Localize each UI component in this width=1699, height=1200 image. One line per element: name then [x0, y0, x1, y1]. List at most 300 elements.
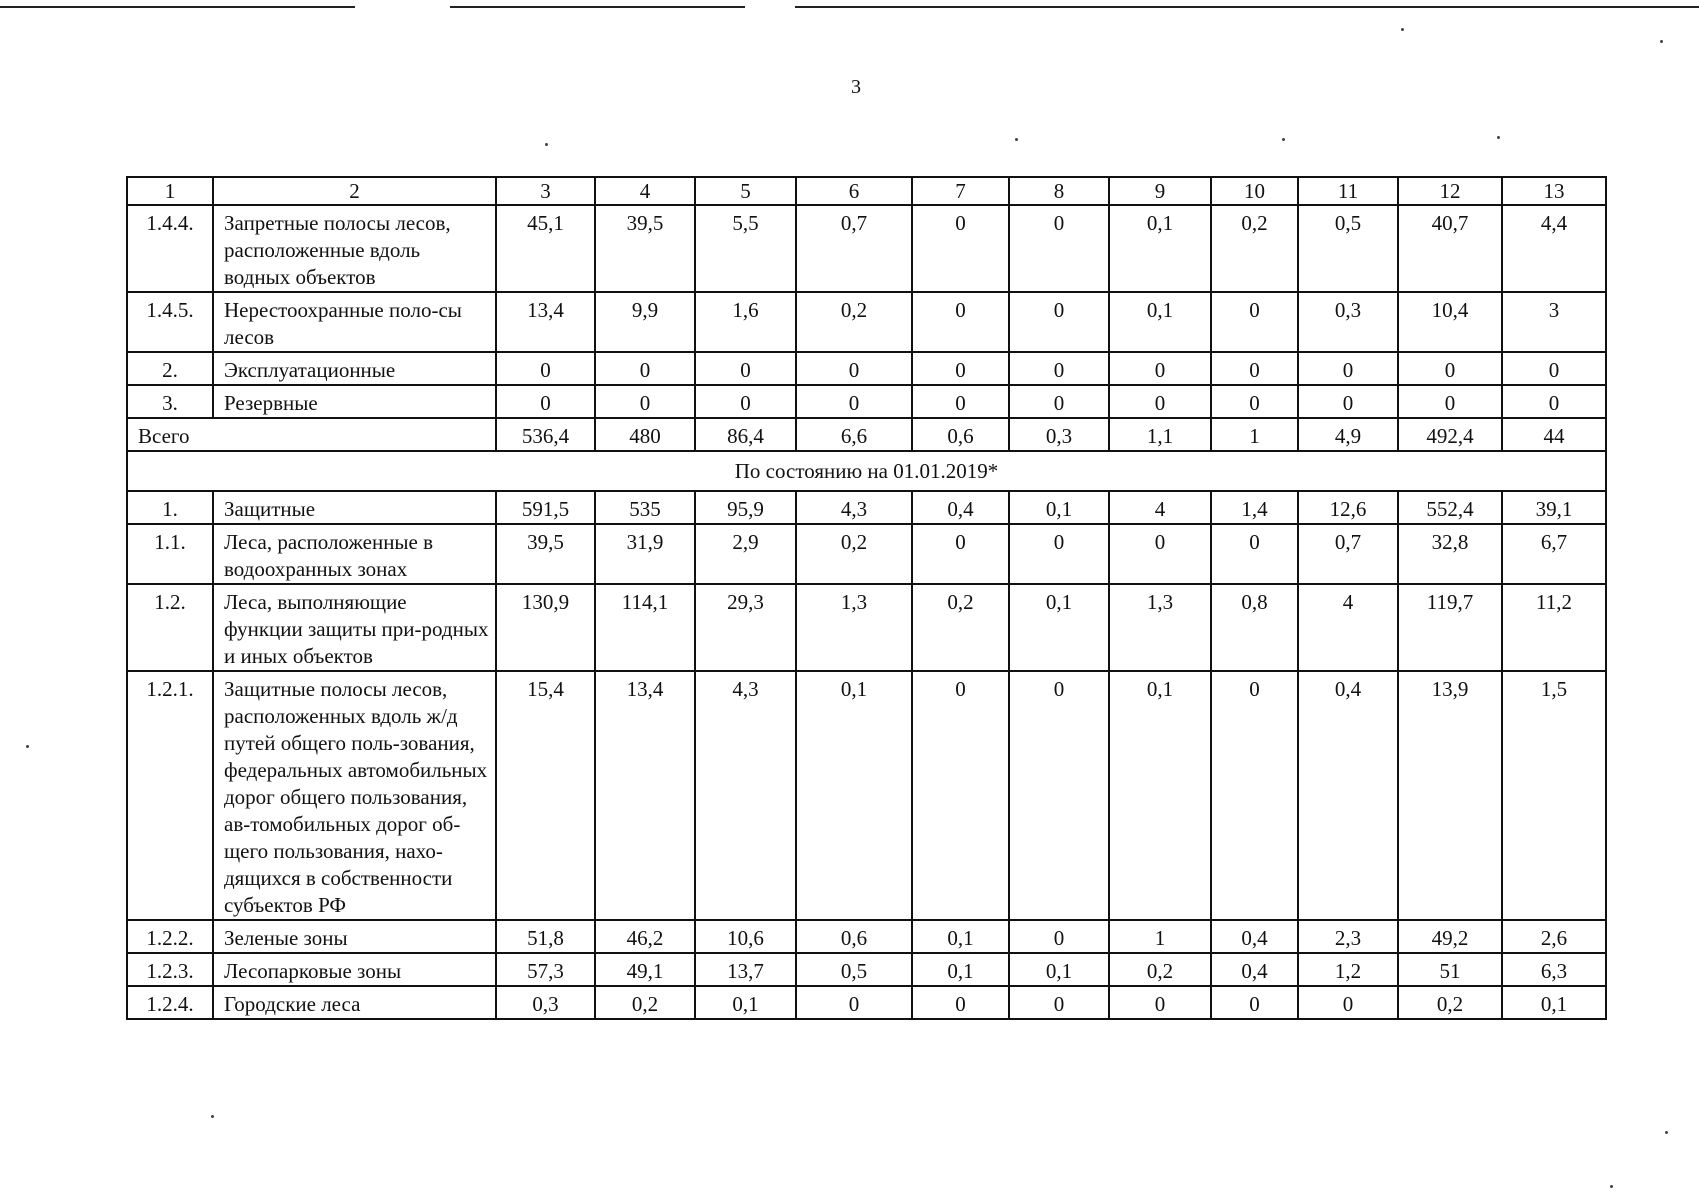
- scan-speck: [1282, 138, 1285, 141]
- value-cell-text: 15,4: [527, 677, 564, 701]
- scan-speck: [1015, 138, 1018, 141]
- column-number-cell: 1: [127, 177, 213, 205]
- value-cell-text: 13,7: [727, 959, 764, 983]
- value-cell: [695, 205, 796, 292]
- value-cell-text: 0,1: [1045, 590, 1073, 614]
- value-cell-text: 0: [1249, 677, 1260, 701]
- row-number: [127, 920, 213, 953]
- scan-speck: [26, 745, 29, 748]
- value-cell: [912, 584, 1009, 671]
- value-cell-text: 11,2: [1536, 590, 1572, 614]
- value-cell: [796, 584, 912, 671]
- value-cell: [1009, 524, 1109, 584]
- row-number-text: 1.4.4.: [146, 211, 194, 235]
- value-cell-text: 1,2: [1334, 959, 1362, 983]
- value-cell: [1211, 352, 1298, 385]
- value-cell-text: 0: [1154, 530, 1166, 554]
- value-cell-text: 0,4: [1241, 959, 1268, 983]
- value-cell: [912, 986, 1009, 1019]
- row-name: [213, 491, 496, 524]
- value-cell: [796, 491, 912, 524]
- scan-speck: [211, 1115, 214, 1118]
- column-number-cell: 9: [1109, 177, 1211, 205]
- value-cell-text: 0,6: [840, 926, 868, 950]
- value-cell-text: 0: [955, 677, 966, 701]
- value-cell: [1109, 205, 1211, 292]
- value-cell-text: 4: [1154, 497, 1166, 521]
- value-cell: [695, 491, 796, 524]
- column-number-row: [127, 177, 1606, 205]
- value-cell-text: 5,5: [732, 211, 759, 235]
- top-border-gap: [355, 5, 450, 9]
- value-cell: [1502, 385, 1606, 418]
- value-cell: [1009, 986, 1109, 1019]
- value-cell: [1398, 986, 1502, 1019]
- value-cell: [796, 953, 912, 986]
- row-name-text: Эксплуатационные: [224, 358, 396, 382]
- row-number: [127, 205, 213, 292]
- row-name-text: Резервные: [224, 391, 318, 415]
- column-number-cell: 11: [1298, 177, 1398, 205]
- value-cell: [912, 671, 1009, 920]
- value-cell: [1211, 584, 1298, 671]
- value-cell-text: 0,4: [1241, 926, 1268, 950]
- value-cell-text: 0: [848, 992, 860, 1016]
- value-cell: [1109, 352, 1211, 385]
- value-cell-text: 0: [955, 992, 966, 1016]
- value-cell: [1502, 205, 1606, 292]
- value-cell: [912, 524, 1009, 584]
- total-value-cell: [595, 418, 695, 451]
- value-cell: [595, 491, 695, 524]
- value-cell-text: 0: [540, 358, 551, 382]
- value-cell: [1009, 385, 1109, 418]
- value-cell: [1109, 292, 1211, 352]
- row-name: [213, 986, 496, 1019]
- value-cell-text: 31,9: [626, 530, 664, 554]
- value-cell: [912, 491, 1009, 524]
- value-cell-text: 0: [639, 358, 651, 382]
- row-number-text: 1.2.4.: [146, 992, 194, 1016]
- value-cell-text: 0,5: [840, 959, 868, 983]
- value-cell-text: 0,2: [840, 530, 868, 554]
- row-name: [213, 584, 496, 671]
- total-value-cell-text: 1: [1249, 424, 1260, 448]
- table-row: [127, 986, 1606, 1019]
- value-cell: [595, 920, 695, 953]
- value-cell: [1502, 292, 1606, 352]
- value-cell: [496, 524, 595, 584]
- value-cell-text: 0,2: [1436, 992, 1464, 1016]
- row-number-text: 1.2.3.: [146, 959, 194, 983]
- row-number: [127, 524, 213, 584]
- value-cell-text: 0,2: [947, 590, 974, 614]
- value-cell-text: 0: [1548, 391, 1560, 415]
- value-cell: [496, 205, 595, 292]
- value-cell-text: 0: [1342, 358, 1354, 382]
- page-number: 3: [851, 76, 861, 98]
- value-cell: [695, 986, 796, 1019]
- total-value-cell: [496, 418, 595, 451]
- value-cell: [595, 524, 695, 584]
- value-cell-text: 39,5: [527, 530, 564, 554]
- total-value-cell-text: 1,1: [1146, 424, 1174, 448]
- value-cell: [496, 953, 595, 986]
- row-number: [127, 292, 213, 352]
- value-cell: [796, 920, 912, 953]
- column-number-cell: 2: [213, 177, 496, 205]
- value-cell-text: 130,9: [521, 590, 570, 614]
- total-value-cell-text: 0,6: [947, 424, 974, 448]
- row-name: [213, 205, 496, 292]
- value-cell-text: 0: [1053, 211, 1065, 235]
- value-cell-text: 0,7: [840, 211, 868, 235]
- row-name-text: Защитные полосы лесов, расположенных вдоль ж/д путей общего поль-зования, федеральных автомобильных дорог общего пользования, ав-томобильных дорог об-щего пользования, нахо-дящихся в собственности субъектов РФ: [224, 677, 488, 917]
- table-row: [127, 205, 1606, 292]
- value-cell: [595, 205, 695, 292]
- total-value-cell-text: 4,9: [1334, 424, 1362, 448]
- value-cell-text: 0,1: [732, 992, 759, 1016]
- value-cell-text: 39,1: [1535, 497, 1573, 521]
- value-cell-text: 0: [1249, 530, 1260, 554]
- value-cell-text: 0,3: [1334, 298, 1362, 322]
- value-cell-text: 2,3: [1334, 926, 1362, 950]
- value-cell-text: 0,1: [947, 959, 974, 983]
- value-cell-text: 0: [955, 391, 966, 415]
- value-cell: [1009, 953, 1109, 986]
- value-cell: [912, 920, 1009, 953]
- value-cell-text: 0: [1053, 530, 1065, 554]
- value-cell: [1211, 671, 1298, 920]
- value-cell: [1211, 524, 1298, 584]
- value-cell-text: 4,3: [840, 497, 868, 521]
- value-cell: [1398, 352, 1502, 385]
- value-cell-text: 1: [1154, 926, 1166, 950]
- total-value-cell: [1398, 418, 1502, 451]
- value-cell-text: 0,1: [1146, 677, 1174, 701]
- total-value-cell: [1211, 418, 1298, 451]
- value-cell-text: 0,7: [1334, 530, 1362, 554]
- value-cell: [1211, 205, 1298, 292]
- value-cell: [1502, 953, 1606, 986]
- value-cell-text: 45,1: [527, 211, 564, 235]
- value-cell: [912, 385, 1009, 418]
- scan-speck: [1610, 1185, 1613, 1188]
- column-number-cell: 3: [496, 177, 595, 205]
- total-value-cell-text: 6,6: [840, 424, 868, 448]
- value-cell: [595, 385, 695, 418]
- total-value-cell: [912, 418, 1009, 451]
- value-cell: [1009, 920, 1109, 953]
- value-cell: [796, 986, 912, 1019]
- value-cell: [695, 385, 796, 418]
- value-cell-text: 1,6: [732, 298, 759, 322]
- row-name: [213, 920, 496, 953]
- row-name: [213, 385, 496, 418]
- value-cell: [496, 292, 595, 352]
- value-cell: [1398, 671, 1502, 920]
- value-cell: [1109, 671, 1211, 920]
- value-cell: [1398, 920, 1502, 953]
- total-value-cell: [1009, 418, 1109, 451]
- table-row: [127, 352, 1606, 385]
- section-heading-row: [127, 451, 1606, 491]
- table-row: [127, 491, 1606, 524]
- value-cell-text: 0: [955, 530, 966, 554]
- value-cell-text: 40,7: [1431, 211, 1469, 235]
- total-label: [127, 418, 496, 451]
- row-name: [213, 352, 496, 385]
- value-cell-text: 119,7: [1426, 590, 1474, 614]
- value-cell-text: 0: [1444, 358, 1456, 382]
- value-cell-text: 0: [1249, 298, 1260, 322]
- table-row: [127, 524, 1606, 584]
- row-number: [127, 584, 213, 671]
- value-cell-text: 13,9: [1431, 677, 1469, 701]
- value-cell-text: 0: [1548, 358, 1560, 382]
- scan-speck: [1497, 136, 1500, 139]
- value-cell-text: 49,2: [1431, 926, 1469, 950]
- value-cell-text: 0,3: [532, 992, 559, 1016]
- row-number: [127, 491, 213, 524]
- column-number-cell: 13: [1502, 177, 1606, 205]
- value-cell: [1298, 491, 1398, 524]
- row-name: [213, 524, 496, 584]
- row-number: [127, 986, 213, 1019]
- total-value-cell-text: 536,4: [521, 424, 570, 448]
- row-name: [213, 953, 496, 986]
- value-cell-text: 1,4: [1241, 497, 1268, 521]
- row-number-text: 1.2.2.: [146, 926, 194, 950]
- value-cell-text: 0: [1154, 358, 1166, 382]
- value-cell: [1109, 953, 1211, 986]
- value-cell: [1211, 920, 1298, 953]
- row-number: [127, 385, 213, 418]
- value-cell-text: 552,4: [1426, 497, 1474, 521]
- table-row: [127, 385, 1606, 418]
- value-cell: [695, 292, 796, 352]
- value-cell: [1398, 524, 1502, 584]
- value-cell: [595, 584, 695, 671]
- value-cell: [1109, 920, 1211, 953]
- row-number: [127, 671, 213, 920]
- value-cell-text: 10,6: [727, 926, 764, 950]
- value-cell: [595, 292, 695, 352]
- value-cell: [695, 352, 796, 385]
- row-number: [127, 953, 213, 986]
- value-cell: [1502, 920, 1606, 953]
- value-cell-text: 51,8: [527, 926, 564, 950]
- column-number-cell: 10: [1211, 177, 1298, 205]
- value-cell-text: 0,1: [1146, 211, 1174, 235]
- value-cell: [496, 385, 595, 418]
- value-cell-text: 0,1: [1146, 298, 1174, 322]
- row-name: [213, 671, 496, 920]
- scan-speck: [545, 143, 548, 146]
- total-value-cell: [796, 418, 912, 451]
- value-cell: [1298, 385, 1398, 418]
- value-cell: [595, 352, 695, 385]
- column-number-cell: 8: [1009, 177, 1109, 205]
- value-cell: [1502, 671, 1606, 920]
- value-cell: [1502, 524, 1606, 584]
- value-cell-text: 0,4: [947, 497, 974, 521]
- value-cell-text: 4,3: [732, 677, 759, 701]
- value-cell-text: 0: [639, 391, 651, 415]
- column-number-cell: 4: [595, 177, 695, 205]
- value-cell-text: 0: [1154, 391, 1166, 415]
- value-cell-text: 1,5: [1540, 677, 1568, 701]
- value-cell: [1502, 584, 1606, 671]
- value-cell: [796, 205, 912, 292]
- table-row: [127, 920, 1606, 953]
- column-number-cell: 12: [1398, 177, 1502, 205]
- value-cell: [1298, 205, 1398, 292]
- value-cell-text: 13,4: [626, 677, 664, 701]
- total-value-cell: [695, 418, 796, 451]
- value-cell-text: 57,3: [527, 959, 564, 983]
- value-cell: [1298, 584, 1398, 671]
- value-cell-text: 0,5: [1334, 211, 1362, 235]
- value-cell: [1109, 524, 1211, 584]
- value-cell-text: 0,1: [947, 926, 974, 950]
- scan-speck: [1665, 1131, 1668, 1134]
- value-cell-text: 0: [1342, 391, 1354, 415]
- row-name-text: Городские леса: [224, 992, 361, 1016]
- value-cell: [1009, 491, 1109, 524]
- value-cell-text: 0: [1053, 298, 1065, 322]
- value-cell: [595, 953, 695, 986]
- value-cell-text: 0,8: [1241, 590, 1268, 614]
- value-cell-text: 1,3: [840, 590, 868, 614]
- table-row: [127, 292, 1606, 352]
- value-cell-text: 0: [1249, 358, 1260, 382]
- value-cell: [1109, 584, 1211, 671]
- value-cell-text: 0: [540, 391, 551, 415]
- total-label-text: Всего: [138, 424, 190, 448]
- value-cell: [1298, 986, 1398, 1019]
- value-cell-text: 1,3: [1146, 590, 1174, 614]
- value-cell-text: 0,1: [1540, 992, 1568, 1016]
- section-title: По состоянию на 01.01.2019*: [127, 451, 1606, 491]
- total-value-cell-text: 44: [1543, 424, 1565, 448]
- value-cell-text: 32,8: [1431, 530, 1469, 554]
- value-cell-text: 2,9: [732, 530, 759, 554]
- value-cell: [496, 920, 595, 953]
- value-cell: [496, 352, 595, 385]
- value-cell: [1298, 953, 1398, 986]
- value-cell: [695, 524, 796, 584]
- value-cell: [1109, 986, 1211, 1019]
- value-cell-text: 9,9: [631, 298, 659, 322]
- value-cell-text: 591,5: [521, 497, 570, 521]
- top-border-gap: [745, 5, 795, 9]
- total-value-cell-text: 86,4: [727, 424, 764, 448]
- value-cell: [796, 385, 912, 418]
- value-cell: [1398, 491, 1502, 524]
- value-cell: [595, 986, 695, 1019]
- value-cell-text: 0: [848, 358, 860, 382]
- value-cell-text: 0: [1053, 358, 1065, 382]
- value-cell: [695, 953, 796, 986]
- value-cell-text: 0: [1342, 992, 1354, 1016]
- column-number-cell: 5: [695, 177, 796, 205]
- value-cell: [1211, 491, 1298, 524]
- row-name-text: Лесопарковые зоны: [224, 959, 402, 983]
- value-cell: [1009, 584, 1109, 671]
- row-name: [213, 292, 496, 352]
- table-row: [127, 953, 1606, 986]
- value-cell-text: 29,3: [727, 590, 764, 614]
- value-cell-text: 0: [955, 298, 966, 322]
- value-cell: [695, 584, 796, 671]
- row-name-text: Леса, расположенные в водоохранных зонах: [224, 530, 434, 581]
- value-cell-text: 51: [1439, 959, 1461, 983]
- value-cell: [796, 292, 912, 352]
- value-cell: [695, 920, 796, 953]
- row-number-text: 1.2.: [154, 590, 186, 614]
- value-cell: [1502, 352, 1606, 385]
- scan-speck: [1660, 40, 1663, 43]
- value-cell: [1398, 385, 1502, 418]
- value-cell-text: 0,1: [840, 677, 868, 701]
- value-cell: [1298, 671, 1398, 920]
- value-cell: [1211, 986, 1298, 1019]
- value-cell: [1398, 953, 1502, 986]
- value-cell: [1211, 953, 1298, 986]
- value-cell: [595, 671, 695, 920]
- value-cell-text: 0,4: [1334, 677, 1362, 701]
- forest-area-table: [126, 176, 1607, 1020]
- value-cell-text: 0: [740, 391, 751, 415]
- value-cell-text: 0: [1249, 391, 1260, 415]
- row-number-text: 1.: [162, 497, 178, 521]
- scan-speck: [1401, 28, 1404, 31]
- value-cell: [496, 584, 595, 671]
- value-cell-text: 0,2: [840, 298, 868, 322]
- value-cell: [1211, 292, 1298, 352]
- value-cell-text: 46,2: [626, 926, 664, 950]
- value-cell-text: 6,3: [1540, 959, 1568, 983]
- total-row: [127, 418, 1606, 451]
- row-name-text: Леса, выполняющие функции защиты при-родных и иных объектов: [224, 590, 489, 668]
- value-cell-text: 4,4: [1540, 211, 1568, 235]
- value-cell: [1502, 986, 1606, 1019]
- value-cell-text: 0: [740, 358, 751, 382]
- row-name-text: Защитные: [224, 497, 316, 521]
- value-cell: [1009, 205, 1109, 292]
- row-name-text: Нерестоохранные поло-сы лесов: [224, 298, 462, 349]
- value-cell-text: 0: [1249, 992, 1260, 1016]
- row-number-text: 2.: [162, 358, 178, 382]
- row-number: [127, 352, 213, 385]
- value-cell-text: 0: [848, 391, 860, 415]
- column-number-cell: 7: [912, 177, 1009, 205]
- value-cell: [1298, 292, 1398, 352]
- value-cell-text: 12,6: [1329, 497, 1367, 521]
- value-cell-text: 39,5: [626, 211, 664, 235]
- value-cell-text: 0: [1053, 926, 1065, 950]
- row-number-text: 1.1.: [154, 530, 186, 554]
- row-number-text: 3.: [162, 391, 178, 415]
- value-cell: [912, 953, 1009, 986]
- column-number-cell: 6: [796, 177, 912, 205]
- top-border-line: [0, 6, 1699, 8]
- table-row: [127, 671, 1606, 920]
- row-number-text: 1.2.1.: [146, 677, 194, 701]
- value-cell-text: 0: [1053, 391, 1065, 415]
- value-cell: [1211, 385, 1298, 418]
